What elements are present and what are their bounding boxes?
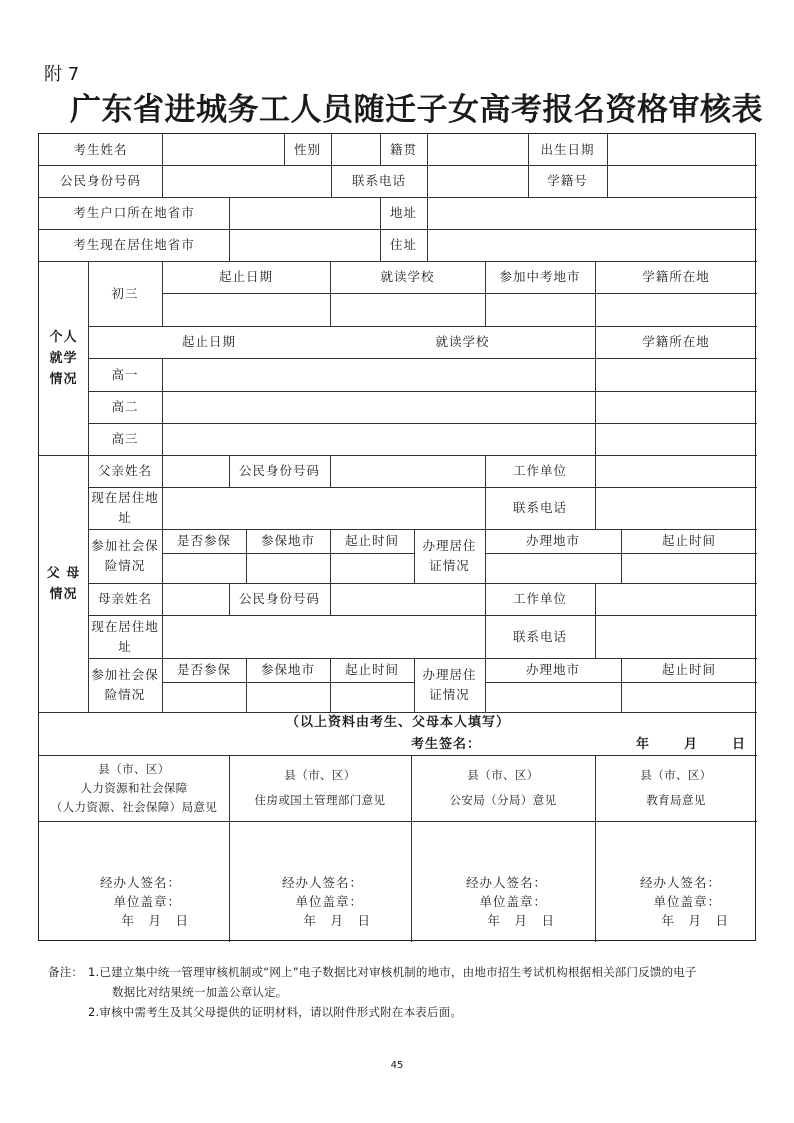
housing-opinion-line-1: 县（市、区） <box>284 768 356 782</box>
police-opinion-title <box>411 755 595 821</box>
handler-signature-label: 经办人签名： <box>99 874 181 890</box>
remarks-label: 备注： <box>48 965 84 979</box>
junior-registry-field[interactable] <box>595 293 757 326</box>
mother-insured-period-field[interactable] <box>330 682 414 712</box>
hr-bureau-opinion-title <box>39 755 229 821</box>
mother-address-label: 现在居住地址 <box>91 618 159 654</box>
birth-date-field[interactable] <box>607 134 757 165</box>
father-id-label: 公民身份号码 <box>238 463 320 478</box>
father-name-label: 父亲姓名 <box>97 463 152 478</box>
police-opinion-line-2: 公安局（分局）意见 <box>449 793 557 807</box>
housing-opinion-line-2: 住房或国土管理部门意见 <box>254 793 386 807</box>
grade-12-label: 高三 <box>111 431 139 446</box>
father-permit-period-label: 起止时间 <box>661 533 716 548</box>
mother-work-field[interactable] <box>595 583 757 615</box>
remark-item-1-line-2: 数据比对结果统一加盖公章认定。 <box>112 985 288 999</box>
senior-header-dates: 起止日期 <box>181 334 236 349</box>
signature-month: 月 <box>683 736 698 752</box>
residence-address-field[interactable] <box>427 229 757 261</box>
junior-exam-city-field[interactable] <box>485 293 595 326</box>
parents-section-label: 父 母情况 <box>46 565 81 602</box>
student-id-field[interactable] <box>162 165 331 197</box>
mother-name-label: 母亲姓名 <box>97 591 152 606</box>
mother-phone-label: 联系电话 <box>512 628 567 644</box>
remark-item-2: 2.审核中需考生及其父母提供的证明材料，请以附件形式附在本表后面。 <box>88 1005 463 1019</box>
father-work-label: 工作单位 <box>512 463 567 478</box>
mother-work-label: 工作单位 <box>512 591 567 606</box>
signature-day: 日 <box>731 736 746 752</box>
father-permit-city-label: 办理地市 <box>525 533 580 548</box>
page-number: 45 <box>390 1060 404 1071</box>
mother-id-field[interactable] <box>330 583 485 615</box>
date-label: 年 月 日 <box>121 912 189 928</box>
appendix-label: 附 7 <box>44 64 80 85</box>
father-permit-period-field[interactable] <box>621 553 757 583</box>
father-name-field[interactable] <box>162 455 229 487</box>
senior-header-school: 就读学校 <box>435 334 490 349</box>
hukou-province-label: 考生户口所在地省市 <box>73 205 195 220</box>
father-permit-label: 办理居住证情况 <box>422 538 477 573</box>
hr-opinion-line-2: 人力资源和社会保障 <box>80 780 188 795</box>
mother-insured-period-label: 起止时间 <box>344 662 399 677</box>
father-permit-city-field[interactable] <box>485 553 621 583</box>
handler-signature-label: 经办人签名： <box>281 874 363 890</box>
police-signature-block[interactable] <box>411 869 595 933</box>
handler-signature-label: 经办人签名： <box>639 874 721 890</box>
junior-label: 初三 <box>111 285 139 301</box>
father-phone-label: 联系电话 <box>512 500 567 515</box>
seal-label: 单位盖章： <box>653 893 721 909</box>
father-insurance-label: 参加社会保险情况 <box>91 538 159 573</box>
qualification-review-table <box>38 133 756 941</box>
mother-permit-period-label: 起止时间 <box>661 662 716 677</box>
father-address-label: 现在居住地址 <box>91 490 159 525</box>
senior-header-registry: 学籍所在地 <box>642 334 710 349</box>
housing-signature-block[interactable] <box>229 869 411 933</box>
student-phone-field[interactable] <box>427 165 528 197</box>
mother-permit-city-field[interactable] <box>485 682 621 712</box>
housing-opinion-title <box>229 755 411 821</box>
origin-label: 籍贯 <box>389 141 417 157</box>
hukou-address-label: 地址 <box>389 205 417 220</box>
edu-opinion-line-1: 县（市、区） <box>640 768 712 782</box>
remark-item-1-line-1: 1.已建立集中统一管理审核机制或“网上”电子数据比对审核机制的地市，由地市招生考试机构根据相关部门反馈的电子 <box>88 965 697 979</box>
junior-school-field[interactable] <box>330 293 485 326</box>
seal-label: 单位盖章： <box>113 893 181 909</box>
gender-field[interactable] <box>331 134 380 165</box>
junior-header-school: 就读学校 <box>380 269 435 284</box>
mother-insured-label: 是否参保 <box>176 662 231 677</box>
education-signature-block[interactable] <box>595 869 757 933</box>
mother-permit-label: 办理居住证情况 <box>422 667 477 702</box>
education-section-label: 个人就学情况 <box>49 329 78 387</box>
mother-permit-city-label: 办理地市 <box>525 662 580 677</box>
father-insured-city-field[interactable] <box>246 553 330 583</box>
father-insured-field[interactable] <box>162 553 246 583</box>
mother-phone-field[interactable] <box>595 615 757 658</box>
mother-insured-city-field[interactable] <box>246 682 330 712</box>
residence-province-field[interactable] <box>229 229 380 261</box>
student-no-label: 学籍号 <box>547 173 588 188</box>
seal-label: 单位盖章： <box>295 893 363 909</box>
education-bureau-opinion-title <box>595 755 757 821</box>
handler-signature-label: 经办人签名： <box>465 874 547 890</box>
father-insured-period-field[interactable] <box>330 553 414 583</box>
remarks <box>48 962 788 1022</box>
father-work-field[interactable] <box>595 455 757 487</box>
police-opinion-line-1: 县（市、区） <box>467 768 539 782</box>
edu-opinion-line-2: 教育局意见 <box>646 793 706 807</box>
date-label: 年 月 日 <box>303 912 371 928</box>
hr-signature-block[interactable] <box>39 869 229 933</box>
mother-address-field[interactable] <box>162 615 485 658</box>
junior-header-dates: 起止日期 <box>218 269 273 284</box>
student-no-field[interactable] <box>607 165 757 197</box>
hr-opinion-line-3: （人力资源、社会保障）局意见 <box>50 799 218 814</box>
student-id-label: 公民身份号码 <box>59 173 141 188</box>
date-label: 年 月 日 <box>661 912 729 928</box>
student-phone-label: 联系电话 <box>351 173 406 188</box>
mother-name-field[interactable] <box>162 583 229 615</box>
seal-label: 单位盖章： <box>479 893 547 909</box>
birth-date-label: 出生日期 <box>540 141 595 157</box>
father-insured-city-label: 参保地市 <box>260 533 315 548</box>
form-title: 广东省进城务工人员随迁子女高考报名资格审核表 <box>70 92 763 128</box>
residence-province-label: 考生现在居住地省市 <box>73 237 195 252</box>
mother-permit-period-field[interactable] <box>621 682 757 712</box>
student-name-label: 考生姓名 <box>73 141 128 157</box>
father-insured-period-label: 起止时间 <box>344 533 399 548</box>
mother-insured-city-label: 参保地市 <box>260 662 315 677</box>
father-id-field[interactable] <box>330 455 485 487</box>
student-name-field[interactable] <box>162 134 284 165</box>
father-address-field[interactable] <box>162 487 485 529</box>
fill-note: （以上资料由考生、父母本人填写） <box>285 715 510 730</box>
candidate-signature-label: 考生签名： <box>411 736 482 752</box>
mother-insurance-label: 参加社会保险情况 <box>91 667 159 702</box>
signature-year: 年 <box>635 736 650 752</box>
mother-id-label: 公民身份号码 <box>238 591 320 606</box>
junior-header-exam-city: 参加中考地市 <box>499 269 581 284</box>
junior-header-registry: 学籍所在地 <box>642 269 710 284</box>
grade-10-label: 高一 <box>111 366 139 382</box>
grade-11-label: 高二 <box>111 399 139 414</box>
junior-dates-field[interactable] <box>162 293 330 326</box>
hukou-province-field[interactable] <box>229 197 380 229</box>
hr-opinion-line-1: 县（市、区） <box>98 761 170 776</box>
father-insured-label: 是否参保 <box>176 533 231 548</box>
date-label: 年 月 日 <box>487 912 555 928</box>
origin-field[interactable] <box>427 134 528 165</box>
gender-label: 性别 <box>293 141 321 157</box>
father-phone-field[interactable] <box>595 487 757 529</box>
hukou-address-field[interactable] <box>427 197 757 229</box>
residence-address-label: 住址 <box>389 237 417 252</box>
mother-insured-field[interactable] <box>162 682 246 712</box>
